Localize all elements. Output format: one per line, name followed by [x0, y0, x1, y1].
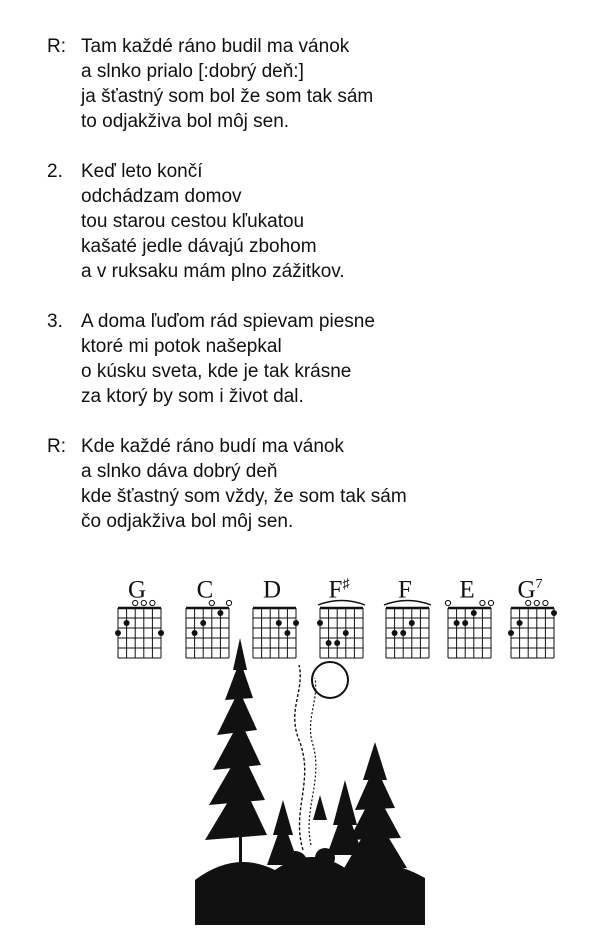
open-string-marker	[526, 600, 531, 605]
lyric-line: čo odjakživa bol môj sen.	[81, 511, 294, 532]
lyric-line: Keď leto končí	[81, 161, 203, 182]
finger-dot	[454, 620, 460, 626]
lyric-line: ja šťastný som bol že som tak sám	[81, 86, 374, 107]
lyric-line: Kde každé ráno budí ma vánok	[81, 436, 345, 457]
barre-arc	[384, 601, 431, 606]
finger-dot	[317, 620, 323, 626]
lyric-line: o kúsku sveta, kde je tak krásne	[81, 361, 352, 382]
lyric-line: a slnko prialo [:dobrý deň:]	[81, 61, 304, 82]
open-string-marker	[534, 600, 539, 605]
finger-dot	[551, 610, 557, 616]
chord-fretboard-grid	[442, 594, 498, 666]
lyric-line: ktoré mi potok našepkal	[81, 336, 282, 357]
lyric-line: Tam každé ráno budil ma vánok	[81, 36, 350, 57]
chord-name: F♯	[328, 576, 350, 604]
chord-fretboard-grid	[112, 594, 168, 666]
finger-dot	[158, 630, 164, 636]
open-string-marker	[141, 600, 146, 605]
lyric-line: odchádzam domov	[81, 186, 242, 207]
finger-dot	[517, 620, 523, 626]
chord-fretboard-grid	[505, 594, 561, 666]
lyric-line: A doma ľuďom rád spievam piesne	[81, 311, 375, 332]
chord-diagram	[505, 568, 565, 663]
open-string-marker	[543, 600, 548, 605]
finger-dot	[200, 620, 206, 626]
lyric-line: tou starou cestou kľukatou	[81, 211, 305, 232]
open-string-marker	[445, 600, 450, 605]
finger-dot	[508, 630, 514, 636]
open-string-marker	[133, 600, 138, 605]
open-string-marker	[488, 600, 493, 605]
lyric-line: to odjakživa bol môj sen.	[81, 111, 290, 132]
forest-campfire-moon-illustration	[195, 630, 425, 925]
chord-diagram	[112, 568, 172, 663]
lyric-line: a slnko dáva dobrý deň	[81, 461, 278, 482]
chord-name: G	[127, 576, 147, 604]
finger-dot	[462, 620, 468, 626]
lyric-line: za ktorý by som i život dal.	[81, 386, 304, 407]
finger-dot	[293, 620, 299, 626]
finger-dot	[115, 630, 121, 636]
finger-dot	[276, 620, 282, 626]
stanza-marker: R:	[47, 436, 66, 457]
open-string-marker	[150, 600, 155, 605]
chord-name: C	[196, 576, 214, 604]
chord-name: F	[398, 576, 412, 604]
lyric-line: a v ruksaku mám plno zážitkov.	[81, 261, 345, 282]
finger-dot	[409, 620, 415, 626]
chord-name: $G^7$	[517, 576, 543, 604]
open-string-marker	[226, 600, 231, 605]
open-string-marker	[480, 600, 485, 605]
stanza-marker: 3.	[47, 311, 63, 332]
chord-name: D	[262, 576, 282, 604]
stanza-marker: 2.	[47, 161, 63, 182]
chord-name: E	[459, 576, 475, 604]
finger-dot	[217, 610, 223, 616]
chord-diagram	[442, 568, 502, 663]
open-string-marker	[209, 600, 214, 605]
finger-dot	[124, 620, 130, 626]
stanza-marker: R:	[47, 36, 66, 57]
barre-arc	[318, 601, 365, 606]
finger-dot	[471, 610, 477, 616]
lyric-line: kašaté jedle dávajú zbohom	[81, 236, 317, 257]
lyric-line: kde šťastný som vždy, že som tak sám	[81, 486, 407, 507]
